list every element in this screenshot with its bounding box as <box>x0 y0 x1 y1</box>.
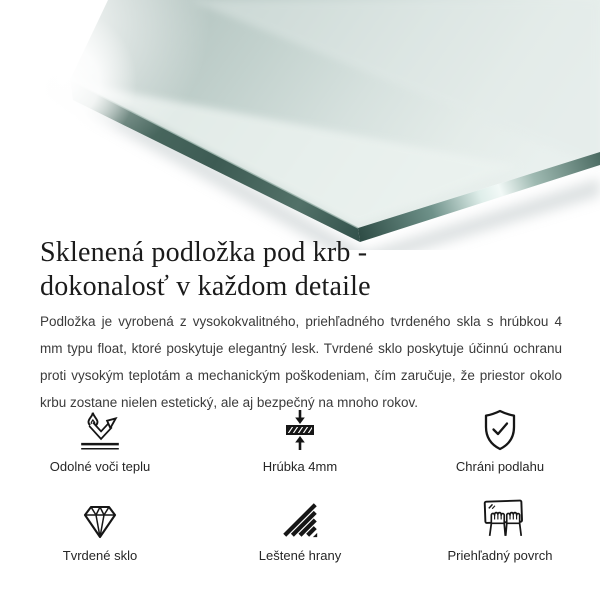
feature-label: Tvrdené sklo <box>62 548 138 563</box>
feature-label: Priehľadný povrch <box>447 548 553 563</box>
product-description-text: Podložka je vyrobená z vysokokvalitného, priehľadného tvrdeného skla s hrúbkou 4 mm typu float, ktoré poskytuje elegantný lesk. Tvrdené sklo poskytuje účinnú ochranu proti vysokým teplotám a mechanickým poškodeniam, čím zaručuje, že priestor okolo krbu zostane nielen estetický, ale aj bezpečný na mnoho rokov. <box>40 314 562 410</box>
feature-label: Hrúbka 4mm <box>262 459 338 474</box>
feature-protects-floor <box>400 406 600 475</box>
feature-tempered-glass <box>0 495 200 564</box>
feature-thickness <box>200 406 400 475</box>
diamond-icon <box>77 501 123 541</box>
transparent-surface-icon <box>473 496 527 541</box>
shield-check-icon <box>479 408 521 452</box>
heat-resistant-icon <box>77 410 123 452</box>
feature-heat-resistant <box>0 406 200 475</box>
feature-label: Chráni podlahu <box>455 459 545 474</box>
feature-label: Leštené hrany <box>258 548 342 563</box>
feature-polished-edges <box>200 495 400 564</box>
page-title-line2: dokonalosť v každom detaile <box>40 271 371 302</box>
feature-transparent-surface <box>400 495 600 564</box>
feature-label: Odolné voči teplu <box>49 459 151 474</box>
polished-edges-icon <box>279 499 321 541</box>
thickness-4mm-icon <box>278 408 322 452</box>
page-title-line1: Sklenená podložka pod krb - <box>40 237 368 268</box>
page-title <box>40 236 564 304</box>
features-grid <box>0 406 600 564</box>
product-image-glass-sheet <box>0 0 600 250</box>
